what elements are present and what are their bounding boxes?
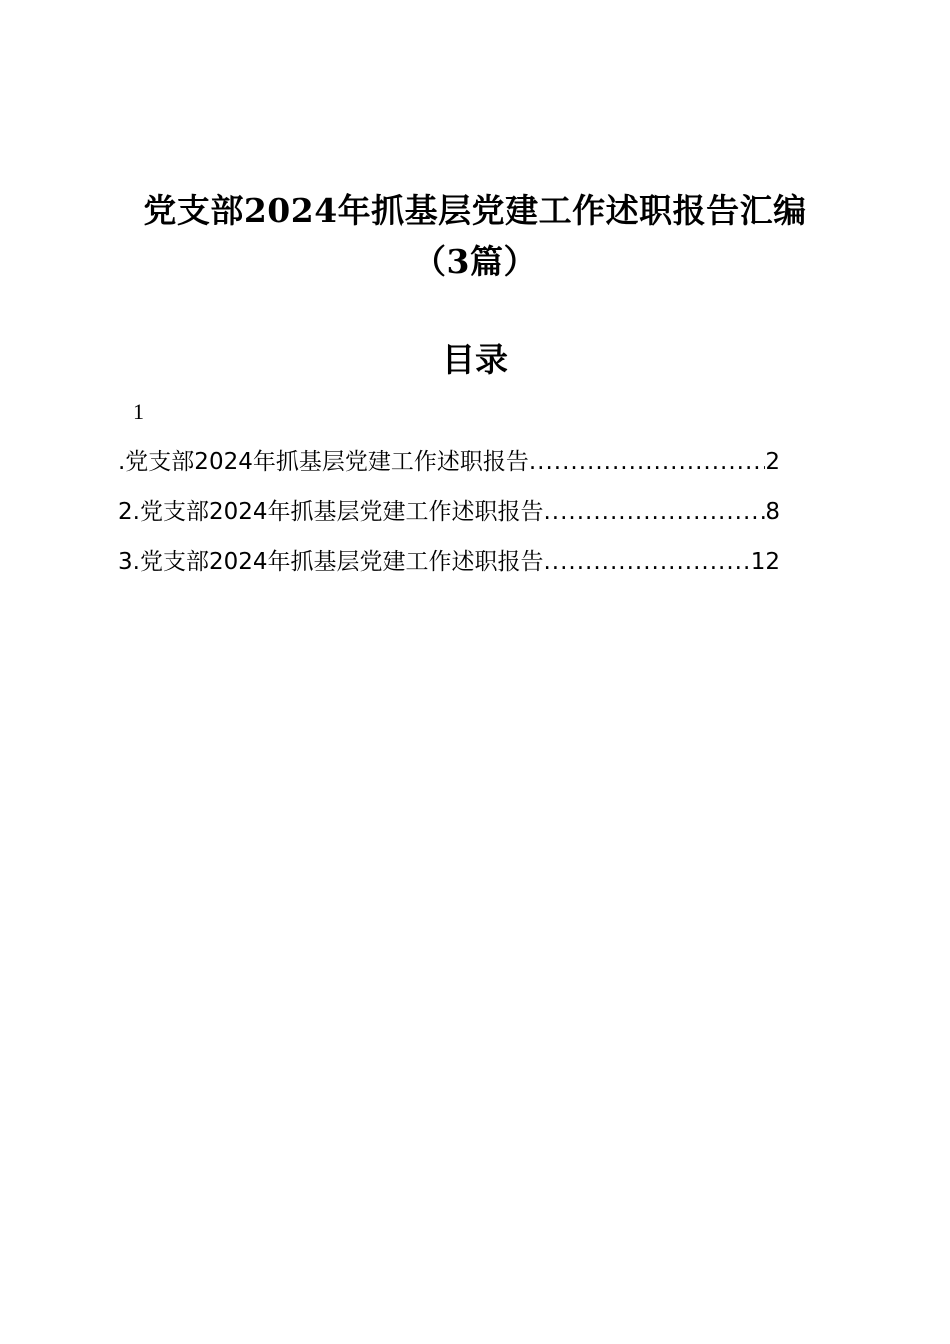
toc-dot-leader bbox=[529, 444, 766, 480]
toc-entry-page: 12 bbox=[750, 549, 780, 575]
toc-dot-leader bbox=[543, 494, 765, 530]
stray-list-number: 1 bbox=[133, 399, 144, 424]
toc-entry-title: 2.党支部2024年抓基层党建工作述职报告 bbox=[118, 499, 544, 525]
toc-entry[interactable] bbox=[118, 494, 780, 544]
toc-entry-title: 3.党支部2024年抓基层党建工作述职报告 bbox=[118, 549, 544, 575]
toc-heading: 目录 bbox=[442, 340, 508, 379]
document-title: 党支部2024年抓基层党建工作述职报告汇编 bbox=[143, 191, 807, 230]
toc-entry[interactable] bbox=[118, 544, 780, 594]
table-of-contents bbox=[118, 444, 780, 594]
document-subtitle: （3篇） bbox=[413, 242, 537, 281]
toc-entry[interactable] bbox=[118, 444, 780, 494]
toc-dot-leader bbox=[543, 544, 750, 580]
toc-entry-page: 2 bbox=[765, 449, 780, 475]
toc-entry-title: .党支部2024年抓基层党建工作述职报告 bbox=[118, 449, 529, 475]
toc-entry-page: 8 bbox=[765, 499, 780, 525]
